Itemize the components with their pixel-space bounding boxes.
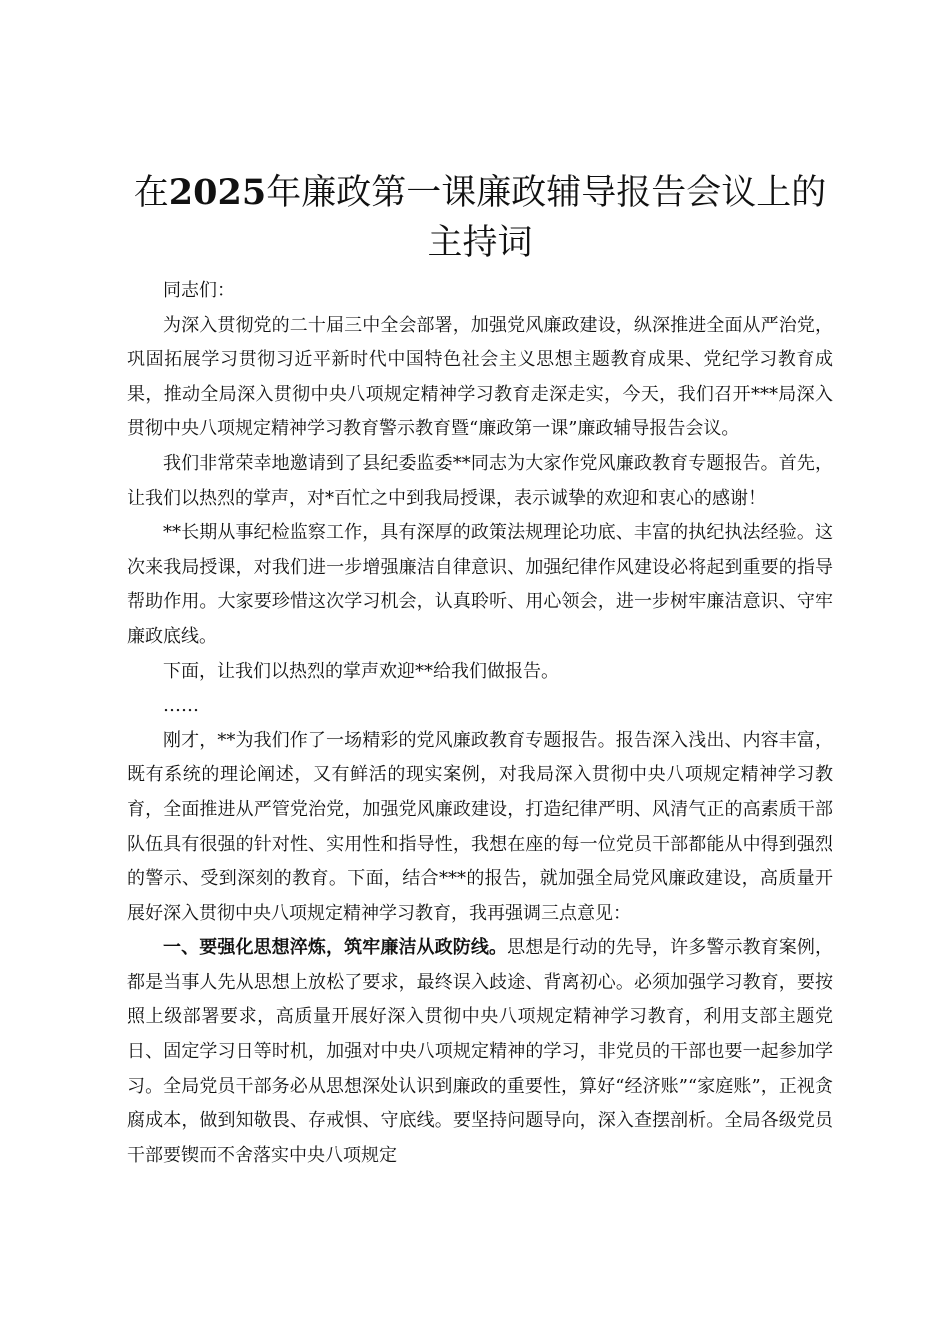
title-prefix: 在 [133,173,169,213]
paragraph-opening: 为深入贯彻党的二十届三中全会部署，加强党风廉政建设，纵深推进全面从严治党，巩固拓展学习贯彻习近平新时代中国特色社会主义思想主题教育成果、党纪学习教育成果，推动全局深入贯彻中央八项规定精神学习教育走深走实，今天，我们召开***局深入贯彻中央八项规定精神学习教育警示教育暨“廉政第一课”廉政辅导报告会议。 [127,314,833,440]
document-title [127,168,833,268]
paragraph-invite: 下面，让我们以热烈的掌声欢迎**给我们做报告。 [163,660,559,682]
paragraph-speaker-intro: **长期从事纪检监察工作，具有深厚的政策法规理论功底、丰富的执纪执法经验。这次来我局授课，对我们进一步增强廉洁自律意识、加强纪律作风建设必将起到重要的指导帮助作用。大家要珍惜这次学习机会，认真聆听、用心领会，进一步树牢廉洁意识、守牢廉政底线。 [127,522,833,647]
paragraph-welcome: 我们非常荣幸地邀请到了县纪委监委**同志为大家作党风廉政教育专题报告。首先，让我们以热烈的掌声，对*百忙之中到我局授课，表示诚挚的欢迎和衷心的感谢！ [127,452,833,509]
point-1-heading: 一、要强化思想淬炼，筑牢廉洁从政防线。 [163,937,508,959]
title-line-2: 主持词 [427,223,533,263]
document-body [127,274,833,1173]
paragraph-summary: 刚才，**为我们作了一场精彩的党风廉政教育专题报告。报告深入浅出、内容丰富，既有系统的理论阐述，又有鲜活的现实案例，对我局深入贯彻中央八项规定精神学习教育，全面推进从严管党治党，加强党风廉政建设，打造纪律严明、风清气正的高素质干部队伍具有很强的针对性、实用性和指导性，我想在座的每一位党员干部都能从中得到强烈的警示、受到深刻的教育。下面，结合***的报告，就加强全局党风廉政建设，高质量开展好深入贯彻中央八项规定精神学习教育，我再强调三点意见： [127,729,833,924]
point-1-text: 思想是行动的先导，许多警示教育案例，都是当事人先从思想上放松了要求，最终误入歧途、背离初心。必须加强学习教育，要按照上级部署要求，高质量开展好深入贯彻中央八项规定精神学习教育，利用支部主题党日、固定学习日等时机，加强对中央八项规定精神的学习，非党员的干部也要一起参加学习。全局党员干部务必从思想深处认识到廉政的重要性，算好“经济账”“家庭账”，正视贪腐成本，做到知敬畏、存戒惧、守底线。要坚持问题导向，深入查摆剖析。全局各级党员干部要锲而不舍落实中央八项规定 [127,937,833,1166]
title-year: 2025 [168,172,267,213]
ellipsis-marker: …… [163,695,199,717]
title-main: 年廉政第一课廉政辅导报告会议上的 [266,173,827,213]
paragraph-point-1 [127,931,833,1173]
document-page [127,168,833,1173]
salutation: 同志们： [163,280,235,301]
